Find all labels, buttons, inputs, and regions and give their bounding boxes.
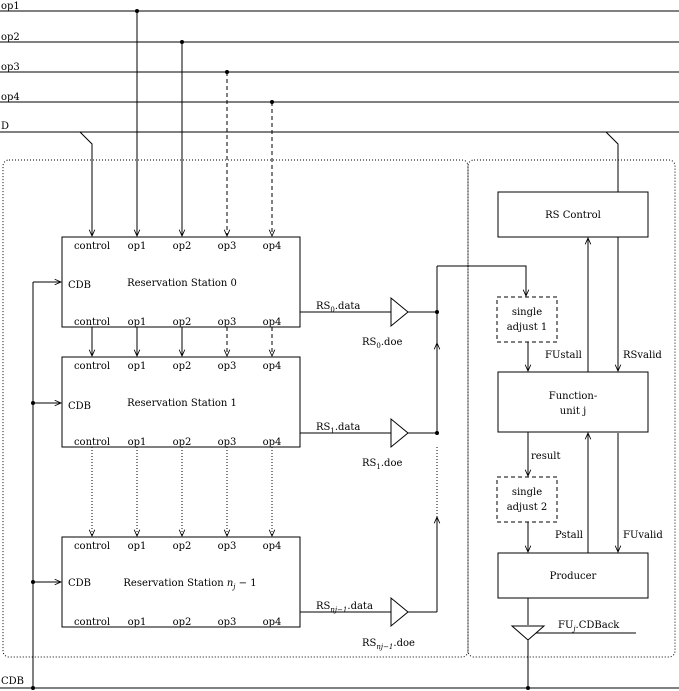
- rs0-port-top-op2: op2: [172, 241, 192, 252]
- rsn-output: [300, 598, 437, 651]
- rs1-data-label: $RS_1.data$: [316, 422, 361, 435]
- rsn-title: Reservation Station $n_j - 1$: [123, 578, 257, 591]
- rs1-port-bottom-control: control: [73, 437, 111, 448]
- rs1-port-top-op2: op2: [172, 361, 192, 372]
- single-adjust-1-line2: adjust 1: [506, 322, 548, 333]
- fuvalid-label: FUvalid: [623, 530, 663, 541]
- rs1-cdb-label: CDB: [68, 401, 92, 412]
- rs1-port-top-control: control: [73, 361, 111, 372]
- bus-op1-label: op1: [1, 1, 20, 12]
- cdb-junction-dot: [31, 686, 35, 690]
- rs1-port-top-op4: op4: [262, 361, 282, 372]
- rsn-port-bottom-op3: op3: [217, 617, 237, 628]
- rsn-port-bottom-control: control: [73, 617, 111, 628]
- rs1-port-bottom-op4: op4: [262, 437, 282, 448]
- reservation-station-0: [62, 237, 300, 328]
- single-adjust-2-line2: adjust 2: [506, 502, 548, 513]
- rs0-data-label: $RS_0.data$: [316, 301, 361, 314]
- collector-to-adjust1-arrow: [437, 266, 526, 296]
- single-adjust-2-line1: single: [511, 487, 543, 498]
- bus-lines: [0, 1, 679, 132]
- rs-control-label: RS Control: [545, 210, 601, 221]
- pstall-label: Pstall: [555, 530, 583, 541]
- rsn-port-top-control: control: [73, 541, 111, 552]
- rsn-port-top-op3: op3: [217, 541, 237, 552]
- single-adjust-1-box: [497, 297, 557, 342]
- bus-op3-label: op3: [1, 62, 20, 73]
- single-adjust-1: [497, 297, 557, 342]
- rsn-port-top-op2: op2: [172, 541, 192, 552]
- rsn-tristate-buffer: [391, 598, 408, 626]
- rsn-port-bottom-op4: op4: [262, 617, 282, 628]
- rsn-port-top-op1: op1: [127, 541, 147, 552]
- d-to-rs-control-line: [606, 132, 618, 192]
- rs0-port-bottom-op3: op3: [217, 317, 237, 328]
- reservation-station-last: [62, 537, 300, 628]
- cdback-label: $FU_j.CDBack$: [558, 620, 620, 633]
- function-unit-box: [498, 372, 648, 432]
- rs0-to-rs1-arrows: [92, 327, 272, 356]
- rsn-cdb-label: CDB: [68, 578, 92, 589]
- result-label: result: [531, 451, 561, 462]
- rsn-data-label: $RS_{nj-1}.data$: [316, 601, 373, 614]
- rs0-port-top-op3: op3: [217, 241, 237, 252]
- rs1-port-bottom-op3: op3: [217, 437, 237, 448]
- rs0-port-bottom-op1: op1: [127, 317, 147, 328]
- single-adjust-1-line1: single: [511, 307, 543, 318]
- rs0-port-top-control: control: [73, 241, 111, 252]
- rs0-output: [300, 298, 439, 350]
- rs0-port-bottom-op4: op4: [262, 317, 282, 328]
- rs0-doe-label: $RS_0.doe$: [362, 337, 403, 350]
- function-unit: [498, 372, 648, 432]
- rs1-output: [300, 419, 439, 471]
- bus-op2-label: op2: [1, 32, 20, 43]
- rs0-port-bottom-op2: op2: [172, 317, 192, 328]
- cdb-bus-label: CDB: [1, 676, 25, 687]
- rs1-port-top-op3: op3: [217, 361, 237, 372]
- rs1-to-rsn-arrows: [92, 447, 272, 536]
- rs1-title: Reservation Station 1: [127, 398, 237, 409]
- single-adjust-2: [497, 477, 557, 522]
- fustall-label: FUstall: [545, 350, 582, 361]
- rsn-port-top-op4: op4: [262, 541, 282, 552]
- rsn-port-bottom-op1: op1: [127, 617, 147, 628]
- function-unit-line1: Function-: [548, 391, 598, 402]
- rs0-port-top-op1: op1: [127, 241, 147, 252]
- rs0-title: Reservation Station 0: [127, 278, 237, 289]
- producer: [498, 553, 648, 598]
- rs0-port-top-op4: op4: [262, 241, 282, 252]
- rs1-tristate-buffer: [391, 419, 408, 447]
- rs1-port-bottom-op1: op1: [127, 437, 147, 448]
- rsn-port-bottom-op2: op2: [172, 617, 192, 628]
- function-unit-line2: unit j: [559, 406, 587, 417]
- rs1-port-top-op1: op1: [127, 361, 147, 372]
- rs0-cdb-label: CDB: [68, 280, 92, 291]
- reservation-station-1: [62, 357, 300, 448]
- rsvalid-label: RSvalid: [623, 350, 662, 361]
- rs1-port-bottom-op2: op2: [172, 437, 192, 448]
- rs0-port-bottom-control: control: [73, 317, 111, 328]
- rsn-doe-label: $RS_{nj-1}.doe$: [362, 638, 415, 651]
- bus-op4-label: op4: [1, 92, 20, 103]
- single-adjust-2-box: [497, 477, 557, 522]
- bus-d-label: D: [1, 121, 10, 132]
- rs1-doe-label: $RS_1.doe$: [362, 458, 403, 471]
- producer-label: Producer: [549, 571, 597, 582]
- rs0-tristate-buffer: [391, 298, 408, 326]
- d-to-control-arrow: [80, 132, 92, 236]
- rs-control: [498, 192, 648, 237]
